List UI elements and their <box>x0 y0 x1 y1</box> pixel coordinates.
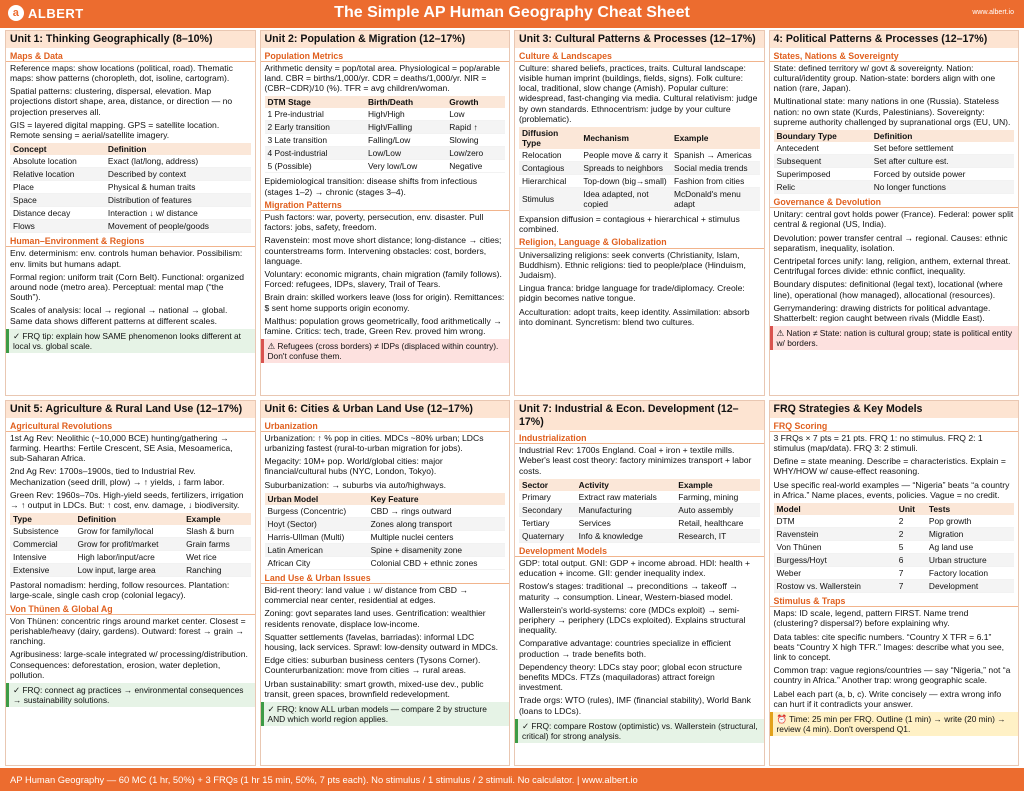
section-heading: Agricultural Revolutions <box>6 421 255 432</box>
table-cell: Extract raw materials <box>576 491 676 504</box>
paragraph: Acculturation: adopt traits, keep identity. Assimilation: absorb into dominant. Syncretism: blend two cultures. <box>519 306 750 327</box>
column-header: Key Feature <box>368 493 505 505</box>
diffusion-table <box>519 127 760 211</box>
section-heading: Development Models <box>515 546 764 557</box>
table-cell: Exact (lat/long, address) <box>105 155 251 168</box>
table-cell: African City <box>265 556 368 569</box>
paragraph: Unitary: central govt holds power (France). Federal: power split central & regional (US, India). <box>773 209 1014 230</box>
paragraph: Maps: ID scale, legend, pattern FIRST. Name trend (clustering? dispersal?) before explaining why. <box>773 608 969 629</box>
paragraph: Ravenstein: most move short distance; long-distance → cities; counterstreams form. Intervening obstacles: cost, borders, language. <box>264 235 502 266</box>
column-header: Definition <box>871 130 1014 142</box>
table-cell: Subsequent <box>774 154 871 167</box>
table-row <box>519 529 760 542</box>
table-cell: Rapid ↑ <box>446 121 505 134</box>
section-heading: States, Nations & Sovereignty <box>770 51 1019 62</box>
table-cell: Antecedent <box>774 142 871 155</box>
table-row <box>774 142 1015 155</box>
unit2-title: Unit 2: Population & Migration (12–17%) <box>261 31 510 48</box>
table-cell: Extensive <box>10 564 74 577</box>
table-cell: Quaternary <box>519 529 576 542</box>
paragraph: Urbanization: ↑ % pop in cities. MDCs ~80% urban; LDCs urbanizing fastest (rural-to-urban migration for jobs). <box>264 432 484 453</box>
table-cell: McDonald's menu adapt <box>671 187 760 210</box>
table-row <box>774 180 1015 193</box>
unit5-title: Unit 5: Agriculture & Rural Land Use (12–17%) <box>6 401 255 418</box>
paragraph: Push factors: war, poverty, persecution, env. disaster. Pull factors: jobs, safety, freedom. <box>264 211 484 233</box>
table-row <box>774 553 1015 566</box>
table-cell: Weber <box>774 566 896 579</box>
table-row <box>10 194 251 207</box>
table-cell: Von Thünen <box>774 540 896 553</box>
table-cell: Grow for profit/market <box>74 538 183 551</box>
table-cell: Set before settlement <box>871 142 1014 155</box>
unit7-panel <box>514 400 765 766</box>
table-cell: Stimulus <box>519 187 580 210</box>
column-header: Definition <box>74 513 183 525</box>
paragraph: Malthus: population grows geometrically, food arithmetically → famine. Critics: tech, trade, Green Rev. proved him wrong. <box>264 315 502 336</box>
time-tip-callout: ⏰ Time: 25 min per FRQ. Outline (1 min) → write (20 min) → review (4 min). Don't overspend Q1. <box>770 712 1019 736</box>
table-row <box>774 167 1015 180</box>
paragraph: Brain drain: skilled workers leave (loss for origin). Remittances: $ sent home supports origin economy. <box>264 292 505 313</box>
table-row <box>519 491 760 504</box>
table-row <box>265 121 506 134</box>
sector-table <box>519 479 760 543</box>
table-cell: Place <box>10 181 105 194</box>
paragraph: Use specific real-world examples — “Nigeria” beats “a country in Africa.” Name places, events, policies. Vague = no credit. <box>773 479 1010 500</box>
table-cell: Info & knowledge <box>576 529 676 542</box>
table-row <box>774 579 1015 592</box>
table-cell: 2 Early transition <box>265 121 365 134</box>
paragraph: Lingua franca: bridge language for trade/diplomacy. Creole: pidgin becomes native tongue. <box>519 283 745 304</box>
table-cell: Retail, healthcare <box>675 516 759 529</box>
dtm-table <box>265 96 506 173</box>
paragraph: Env. determinism: env. controls human behavior. Possibilism: env. limits but humans adapt. <box>10 248 243 269</box>
unit4-panel <box>769 30 1020 396</box>
table-cell: Relative location <box>10 168 105 181</box>
paragraph: GIS = layered digital mapping. GPS = satellite location. Remote sensing = aerial/satellite imagery. <box>10 119 220 140</box>
table-cell: 4 Post-industrial <box>265 147 365 160</box>
table-cell: Hoyt (Sector) <box>265 517 368 530</box>
column-header: Tests <box>926 503 1014 515</box>
paragraph: Define = state meaning. Describe = characteristics. Explain = WHY/HOW w/ cause-effect reasoning. <box>773 456 1006 477</box>
table-cell: Set after culture est. <box>871 154 1014 167</box>
paragraph: Squatter settlements (favelas, barriadas): informal LDC housing, lack services. Sprawl: low-density outward in MDCs. <box>264 631 499 652</box>
table-cell: Rostow vs. Wallerstein <box>774 579 896 592</box>
paragraph: Von Thünen: concentric rings around market center. Closest = perishable/heavy (dairy, gardens). Outward: forest → grain → ranching. <box>10 615 246 647</box>
table-cell: 5 <box>896 540 926 553</box>
paragraph: Zoning: govt separates land uses. Gentrification: wealthier residents renovate, displace low-income. <box>264 608 486 629</box>
table-row <box>10 538 251 551</box>
table-row <box>774 154 1015 167</box>
paragraph: Megacity: 10M+ pop. World/global cities: major financial/cultural hubs (NYC, London, Tokyo). <box>264 456 443 477</box>
table-cell: Low input, large area <box>74 564 183 577</box>
paragraph: GDP: total output. GNI: GDP + income abroad. HDI: health + education + income. GII: gender inequality index. <box>519 558 751 579</box>
table-row <box>265 505 506 518</box>
section-heading: FRQ Scoring <box>770 421 1019 432</box>
column-header: Birth/Death <box>365 96 446 108</box>
table-cell: Low/zero <box>446 147 505 160</box>
frq-panel <box>769 400 1020 766</box>
paragraph: Industrial Rev: 1700s England. Coal + iron + textile mills. Weber's least cost theory: factory minimizes transport + labor costs. <box>519 445 752 476</box>
paragraph: Trade orgs: WTO (rules), IMF (financial stability), World Bank (loans to LDCs). <box>519 695 751 716</box>
table-row <box>265 147 506 160</box>
key-model-table <box>774 503 1015 593</box>
table-row <box>774 566 1015 579</box>
paragraph: Epidemiological transition: disease shifts from infectious (stages 1–2) → chronic (stages 3–4). <box>264 176 478 197</box>
table-row <box>265 556 506 569</box>
urban-model-table <box>265 493 506 570</box>
table-cell: Idea adapted, not copied <box>580 187 671 210</box>
cheat-sheet-grid <box>5 30 1019 766</box>
column-header: Example <box>183 513 250 525</box>
table-cell: Flows <box>10 220 105 233</box>
column-header: Definition <box>105 143 251 155</box>
table-cell: 3 Late transition <box>265 134 365 147</box>
warning-callout: ⚠ Nation ≠ State: nation is cultural group; state is political entity w/ borders. <box>770 326 1019 350</box>
table-cell: Primary <box>519 491 576 504</box>
table-cell: 7 <box>896 566 926 579</box>
paragraph: Pastoral nomadism: herding, follow resources. Plantation: large-scale, single cash crop (colonial legacy). <box>10 580 230 601</box>
table-cell: Social media trends <box>671 161 760 174</box>
unit4-title: 4: Political Patterns & Processes (12–17%) <box>770 31 1019 48</box>
table-cell: Migration <box>926 527 1014 540</box>
table-cell: Slash & burn <box>183 525 250 538</box>
section-heading: Governance & Devolution <box>770 197 1019 208</box>
table-cell: Ranching <box>183 564 250 577</box>
table-cell: Relocation <box>519 149 580 162</box>
table-cell: CBD → rings outward <box>368 505 505 518</box>
header-bar <box>0 0 1024 28</box>
table-row <box>774 527 1015 540</box>
table-cell: Factory location <box>926 566 1014 579</box>
section-heading: Religion, Language & Globalization <box>515 237 764 248</box>
table-cell: Manufacturing <box>576 503 676 516</box>
table-cell: Superimposed <box>774 167 871 180</box>
table-cell: Latin American <box>265 543 368 556</box>
paragraph: Devolution: power transfer central → regional. Causes: ethnic separatism, inequality, isolation. <box>773 232 1008 253</box>
section-heading: Human–Environment & Regions <box>6 236 255 247</box>
albert-logo-icon: a <box>8 5 24 21</box>
table-cell: Low <box>446 108 505 121</box>
table-row <box>265 517 506 530</box>
unit7-title: Unit 7: Industrial & Econ. Development (12–17%) <box>515 401 764 430</box>
table-cell: Auto assembly <box>675 503 759 516</box>
column-header: Activity <box>576 479 676 491</box>
paragraph: Multinational state: many nations in one (Russia). Stateless nation: no own state (Kurds, Palestinians). Sovereignty: supreme authority challenged by supranational orgs (EU, UN). <box>773 96 1011 127</box>
table-cell: Intensive <box>10 551 74 564</box>
table-cell: 6 <box>896 553 926 566</box>
table-cell: Wet rice <box>183 551 250 564</box>
paragraph: Comparative advantage: countries specialize in efficient production → trade benefits both. <box>519 638 731 659</box>
table-row <box>10 155 251 168</box>
table-cell: High/High <box>365 108 446 121</box>
column-header: Type <box>10 513 74 525</box>
paragraph: 1st Ag Rev: Neolithic (~10,000 BCE) hunting/gathering → farming. Hearths: Fertile Crescent, SE Asia, Mesoamerica, sub-Saharan Africa. <box>10 432 233 464</box>
paragraph: Suburbanization: → suburbs via auto/highways. <box>264 479 447 490</box>
frq-tip-callout: ✓ FRQ: connect ag practices → environmental consequences → sustainability solutions. <box>6 683 255 707</box>
table-row <box>10 220 251 233</box>
table-cell: Services <box>576 516 676 529</box>
table-cell: Hierarchical <box>519 174 580 187</box>
table-cell: 1 Pre-industrial <box>265 108 365 121</box>
unit3-panel <box>514 30 765 396</box>
table-cell: Colonial CBD + ethnic zones <box>368 556 505 569</box>
section-heading: Stimulus & Traps <box>770 596 1019 607</box>
table-cell: Multiple nuclei centers <box>368 530 505 543</box>
paragraph: Agribusiness: large-scale integrated w/ processing/distribution. Consequences: deforestation, erosion, water depletion, pollution. <box>10 649 248 680</box>
paragraph: Wallerstein's world-systems: core (MDCs exploit) → semi-periphery → periphery (LDCs exploited). Explains structural inequality. <box>519 604 746 636</box>
paragraph: Scales of analysis: local → regional → national → global. Same data shows different patterns at different scales. <box>10 305 228 326</box>
table-cell: Burgess (Concentric) <box>265 505 368 518</box>
boundary-table <box>774 130 1015 194</box>
frq-tip-callout: ✓ FRQ: know ALL urban models — compare 2 by structure AND which world region applies. <box>261 702 510 726</box>
paragraph: Gerrymandering: drawing districts for political advantage. Shatterbelt: region caught between rivals (Middle East). <box>773 302 991 323</box>
paragraph: Formal region: uniform trait (Corn Belt). Functional: organized around node (metro area). Perceptual: mental map (“the South”). <box>10 271 245 303</box>
logo-text: ALBERT <box>28 5 84 21</box>
table-cell: Negative <box>446 160 505 173</box>
unit2-panel <box>260 30 511 396</box>
column-header: Sector <box>519 479 576 491</box>
table-cell: Low/Low <box>365 147 446 160</box>
table-row <box>519 161 760 174</box>
table-cell: Interaction ↓ w/ distance <box>105 207 251 220</box>
footer-bar: AP Human Geography — 60 MC (1 hr, 50%) + 3 FRQs (1 hr 15 min, 50%, 7 pts each). No stimulus / 1 stimulus / 2 stimuli. No calculator. | www.albert.io <box>0 768 1024 791</box>
table-cell: Commercial <box>10 538 74 551</box>
table-row <box>265 134 506 147</box>
table-row <box>10 168 251 181</box>
paragraph: Common trap: vague regions/countries — say “Nigeria,” not “a country in Africa.” Another trap: wrong geographic scale. <box>773 665 1011 686</box>
table-row <box>10 564 251 577</box>
table-cell: Top-down (big→small) <box>580 174 671 187</box>
ag-type-table <box>10 513 251 577</box>
unit5-panel <box>5 400 256 766</box>
paragraph: Arithmetic density = pop/total area. Physiological = pop/arable land. CBR = births/1,000/yr. CDR = deaths/1,000/yr. NIR = (CBR−CDR)/10 (%). TFR = avg children/woman. <box>264 62 501 94</box>
paragraph: Culture: shared beliefs, practices, traits. Cultural landscape: visible human imprint (buildings, fields, signs). Folk culture: local, traditional, slow change (Amish). Popular culture: widespread, fast-changing via media. Cultural relativism: judge by own standards. Ethnocentrism: judge by your culture (problematic). <box>519 62 758 124</box>
section-heading: Land Use & Urban Issues <box>261 573 510 584</box>
paragraph: Green Rev: 1960s–70s. High-yield seeds, fertilizers, irrigation → ↑ output in LDCs. But: ↑ cost, env. damage, ↓ biodiversity. <box>10 489 244 510</box>
unit6-panel <box>260 400 511 766</box>
table-cell: Relic <box>774 180 871 193</box>
table-cell: Ag land use <box>926 540 1014 553</box>
paragraph: Rostow's stages: traditional → preconditions → takeoff → maturity → consumption. Linear, Western-biased model. <box>519 581 738 602</box>
table-cell: Space <box>10 194 105 207</box>
table-cell: Grain farms <box>183 538 250 551</box>
table-cell: Movement of people/goods <box>105 220 251 233</box>
table-row <box>265 543 506 556</box>
table-row <box>265 160 506 173</box>
column-header: Mechanism <box>580 127 671 149</box>
table-row <box>774 515 1015 528</box>
table-cell: Harris-Ullman (Multi) <box>265 530 368 543</box>
paragraph: 3 FRQs × 7 pts = 21 pts. FRQ 1: no stimulus. FRQ 2: 1 stimulus (map/data). FRQ 3: 2 stimuli. <box>773 432 983 453</box>
paragraph: Voluntary: economic migrants, chain migration (family follows). Forced: refugees, IDPs, slavery, Trail of Tears. <box>264 268 502 290</box>
paragraph: Centripetal forces unify: lang, religion, anthem, external threat. Centrifugal forces divide: ethnic conflict, inequality. <box>773 255 1011 277</box>
paragraph: Label each part (a, b, c). Write concisely — extra wrong info can hurt if it contradicts your answer. <box>773 688 1002 709</box>
warning-callout: ⚠ Refugees (cross borders) ≠ IDPs (displaced within country). Don't confuse them. <box>261 339 510 363</box>
site-link[interactable]: www.albert.io <box>972 9 1014 16</box>
table-cell: Research, IT <box>675 529 759 542</box>
column-header: Diffusion Type <box>519 127 580 149</box>
section-heading: Industrialization <box>515 433 764 444</box>
table-cell: Grow for family/local <box>74 525 183 538</box>
table-row <box>265 530 506 543</box>
table-cell: Development <box>926 579 1014 592</box>
table-cell: Burgess/Hoyt <box>774 553 896 566</box>
table-cell: Pop growth <box>926 515 1014 528</box>
table-cell: DTM <box>774 515 896 528</box>
table-cell: Subsistence <box>10 525 74 538</box>
table-row <box>265 108 506 121</box>
page-title: The Simple AP Human Geography Cheat Sheet <box>334 4 690 21</box>
table-cell: Very low/Low <box>365 160 446 173</box>
table-cell: Spanish → Americas <box>671 149 760 162</box>
unit1-title: Unit 1: Thinking Geographically (8–10%) <box>6 31 255 48</box>
table-cell: Falling/Low <box>365 134 446 147</box>
paragraph: 2nd Ag Rev: 1700s–1900s, tied to Industrial Rev. Mechanization (seed drill, plow) → ↑ yields, ↓ farm labor. <box>10 466 225 487</box>
table-cell: Described by context <box>105 168 251 181</box>
table-row <box>10 181 251 194</box>
table-cell: Distance decay <box>10 207 105 220</box>
paragraph: Expansion diffusion = contagious + hierarchical + stimulus combined. <box>519 213 740 235</box>
column-header: Urban Model <box>265 493 368 505</box>
table-cell: Secondary <box>519 503 576 516</box>
table-cell: Forced by outside power <box>871 167 1014 180</box>
table-cell: High/Falling <box>365 121 446 134</box>
section-heading: Urbanization <box>261 421 510 432</box>
table-row <box>10 525 251 538</box>
frq-tip-callout: ✓ FRQ: compare Rostow (optimistic) vs. Wallerstein (structural, critical) for strong analysis. <box>515 719 764 743</box>
table-cell: 7 <box>896 579 926 592</box>
paragraph: Reference maps: show locations (political, road). Thematic maps: show patterns (choropleth, dot, isoline, cartogram). <box>10 62 233 83</box>
table-row <box>10 207 251 220</box>
table-cell: Urban structure <box>926 553 1014 566</box>
table-cell: Tertiary <box>519 516 576 529</box>
table-cell: No longer functions <box>871 180 1014 193</box>
table-cell: Fashion from cities <box>671 174 760 187</box>
frq-tip-callout: ✓ FRQ tip: explain how SAME phenomenon looks different at local vs. global scale. <box>6 329 255 353</box>
table-cell: Zones along transport <box>368 517 505 530</box>
table-cell: People move & carry it <box>580 149 671 162</box>
column-header: Boundary Type <box>774 130 871 142</box>
column-header: DTM Stage <box>265 96 365 108</box>
section-heading: Migration Patterns <box>261 200 510 211</box>
section-heading: Culture & Landscapes <box>515 51 764 62</box>
paragraph: Data tables: cite specific numbers. “Country X TFR = 6.1” beats “Country X high TFR.” Images: describe what you see, link to concept. <box>773 631 1005 662</box>
column-header: Concept <box>10 143 105 155</box>
table-cell: Spreads to neighbors <box>580 161 671 174</box>
table-row <box>519 516 760 529</box>
paragraph: Dependency theory: LDCs stay poor; global econ structure benefits MDCs. FTZs (maquiladoras) attract foreign investment. <box>519 661 743 693</box>
paragraph: State: defined territory w/ govt & sovereignty. Nation: cultural/identity group. Nation-state: borders align with one nation (rare, Japan). <box>773 62 996 94</box>
paragraph: Universalizing religions: seek converts (Christianity, Islam, Buddhism). Ethnic religions: tied to people/place (Hinduism, Judaism). <box>519 249 746 280</box>
table-cell: Spine + disamenity zone <box>368 543 505 556</box>
column-header: Growth <box>446 96 505 108</box>
paragraph: Spatial patterns: clustering, dispersal, elevation. Map projections distort shape, area, distance, or direction — no projection preserves all. <box>10 86 233 117</box>
table-cell: Physical & human traits <box>105 181 251 194</box>
paragraph: Bid-rent theory: land value ↓ w/ distance from CBD → commercial near center, residential at edges. <box>264 584 468 606</box>
table-cell: Farming, mining <box>675 491 759 504</box>
paragraph: Urban sustainability: smart growth, mixed-use dev., public transit, green spaces, brownfield redevelopment. <box>264 678 484 699</box>
column-header: Example <box>675 479 759 491</box>
unit3-title: Unit 3: Cultural Patterns & Processes (12–17%) <box>515 31 764 48</box>
frq-title: FRQ Strategies & Key Models <box>770 401 1019 418</box>
table-row <box>774 540 1015 553</box>
section-heading: Von Thünen & Global Ag <box>6 604 255 615</box>
table-cell: Slowing <box>446 134 505 147</box>
table-cell: 2 <box>896 515 926 528</box>
column-header: Model <box>774 503 896 515</box>
table-row <box>10 551 251 564</box>
table-cell: 5 (Possible) <box>265 160 365 173</box>
table-cell: Contagious <box>519 161 580 174</box>
section-heading: Population Metrics <box>261 51 510 62</box>
table-row <box>519 503 760 516</box>
table-row <box>519 174 760 187</box>
column-header: Unit <box>896 503 926 515</box>
table-cell: Distribution of features <box>105 194 251 207</box>
section-heading: Maps & Data <box>6 51 255 62</box>
paragraph: Boundary disputes: definitional (legal text), locational (where line), operational (how managed), allocational (resources). <box>773 279 1003 300</box>
column-header: Example <box>671 127 760 149</box>
table-cell: Absolute location <box>10 155 105 168</box>
unit6-title: Unit 6: Cities & Urban Land Use (12–17%) <box>261 401 510 418</box>
concept-table <box>10 143 251 233</box>
table-cell: 2 <box>896 527 926 540</box>
table-cell: High labor/input/acre <box>74 551 183 564</box>
paragraph: Edge cities: suburban business centers (Tysons Corner). Counterurbanization: move from cities → rural areas. <box>264 655 481 676</box>
table-row <box>519 187 760 210</box>
table-cell: Ravenstein <box>774 527 896 540</box>
table-row <box>519 149 760 162</box>
unit1-panel <box>5 30 256 396</box>
